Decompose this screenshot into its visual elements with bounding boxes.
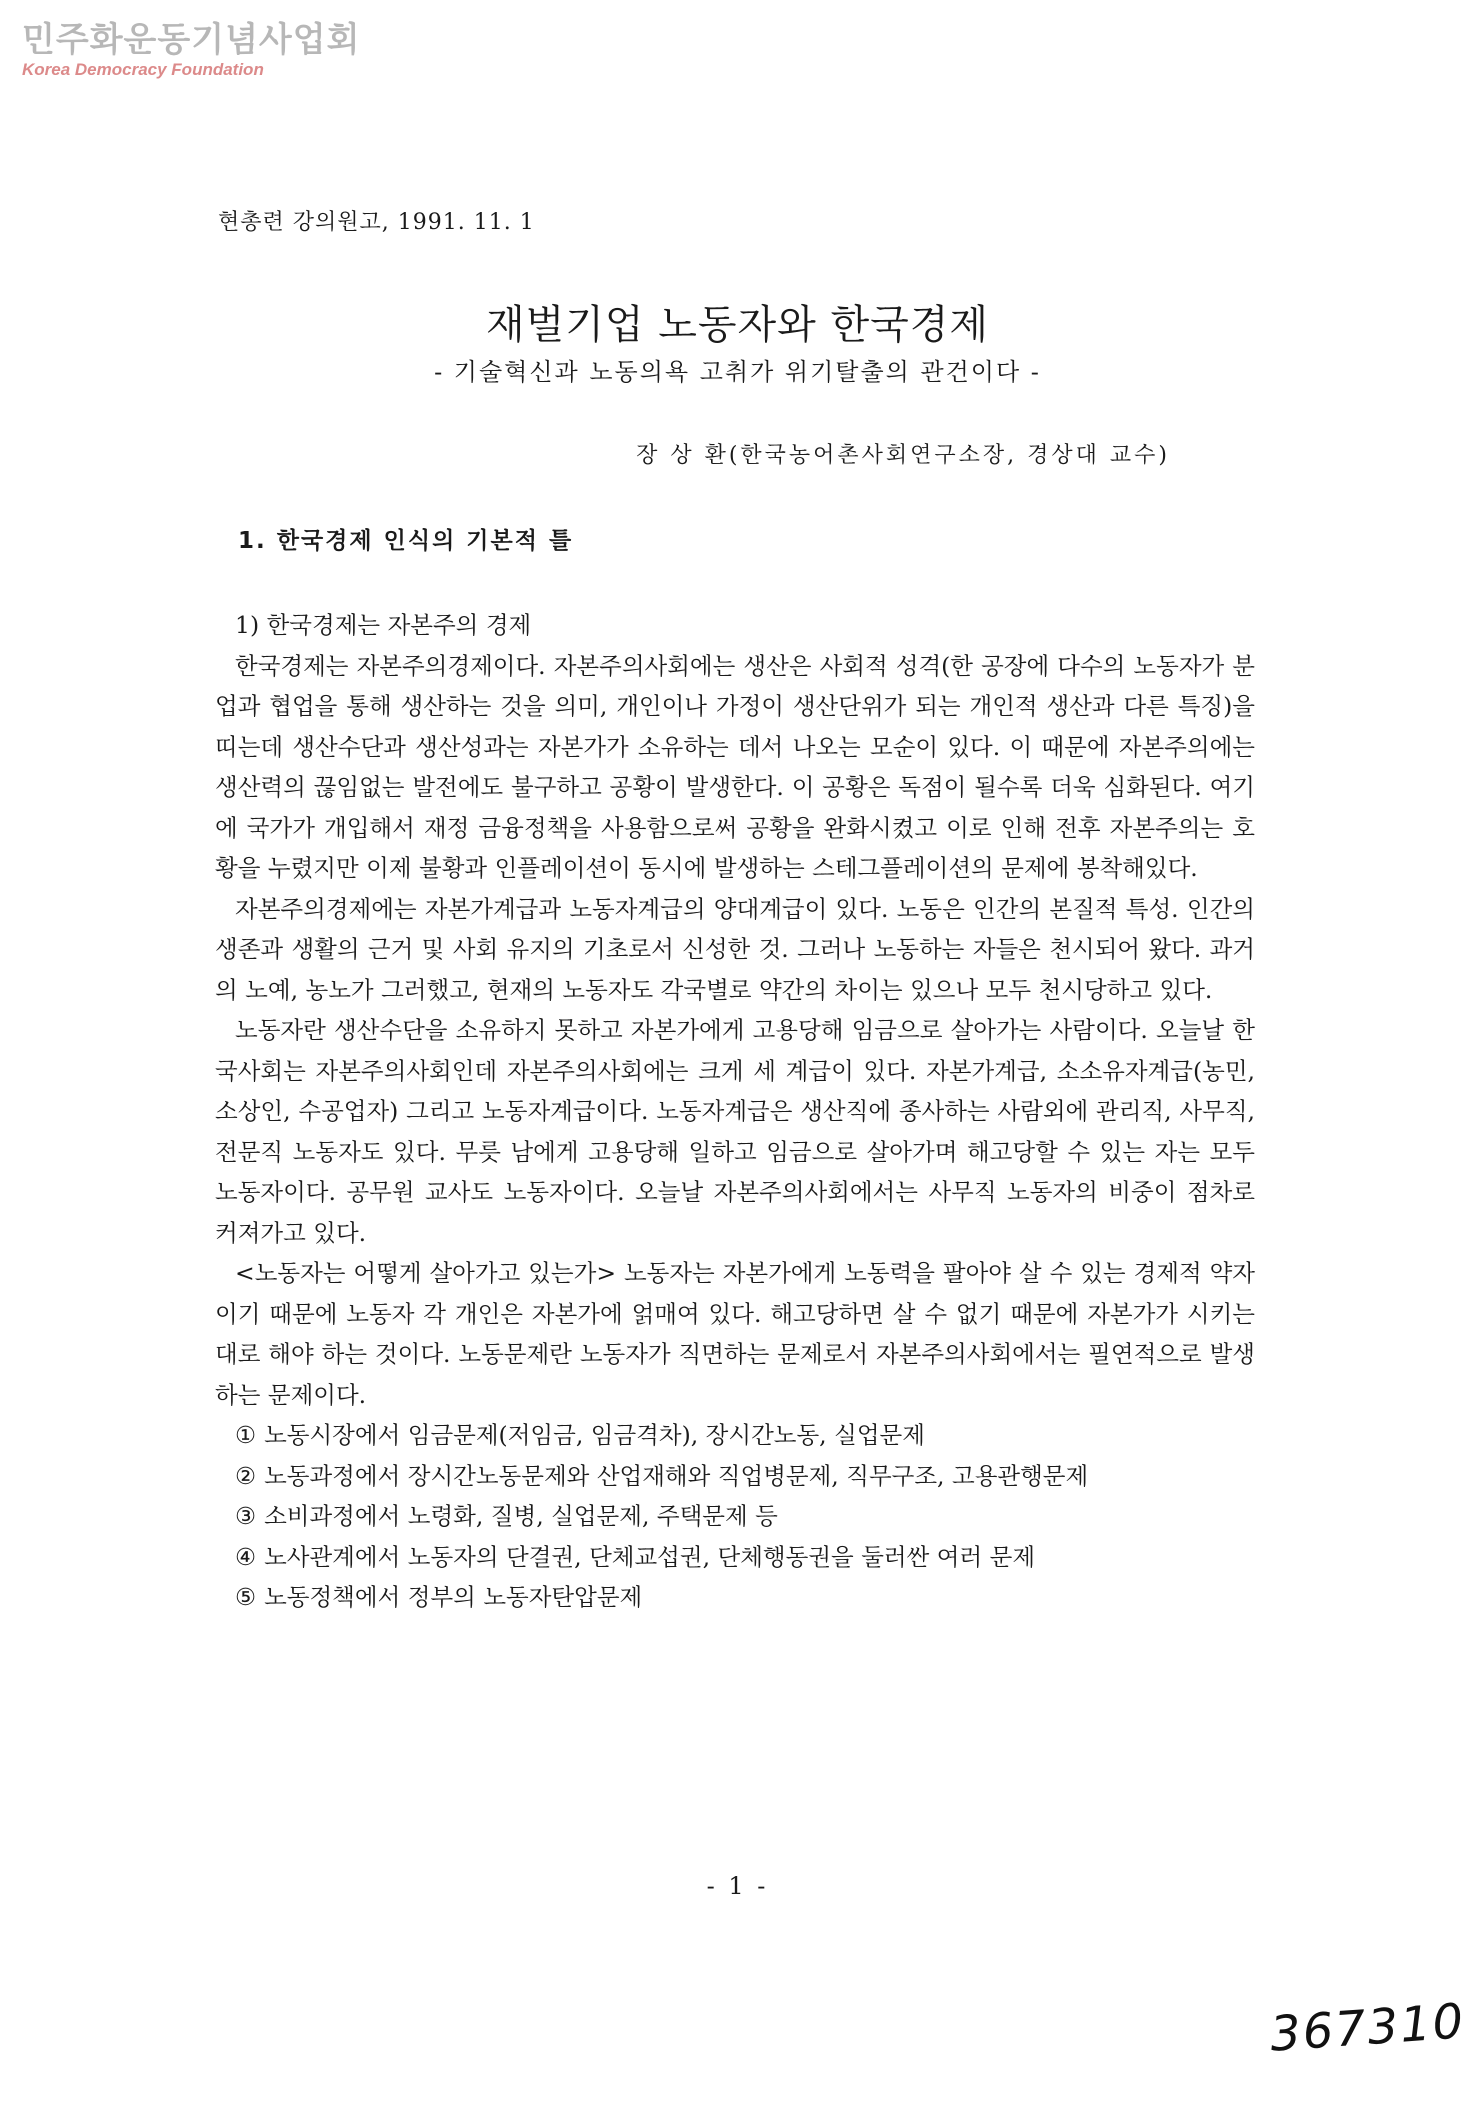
list-item: [215, 1415, 1255, 1456]
list-item: [215, 1496, 1255, 1537]
list-marker: ②: [235, 1461, 257, 1490]
list-item-text: 소비과정에서 노령화, 질병, 실업문제, 주택문제 등: [264, 1502, 778, 1530]
paragraph: 자본주의경제에는 자본가계급과 노동자계급의 양대계급이 있다. 노동은 인간의 본질적 특성. 인간의 생존과 생활의 근거 및 사회 유지의 기초로서 신성한 것. 그러나 노동하는 자들은 천시되어 왔다. 과거의 노예, 농노가 그러했고, 현재의 노동자도 각국별로 약간의 차이는 있으나 모두 천시당하고 있다.: [215, 894, 1255, 1004]
list-item-text: 노사관계에서 노동자의 단결권, 단체교섭권, 단체행동권을 둘러싼 여러 문제: [264, 1542, 1036, 1571]
list-item-text: 노동정책에서 정부의 노동자탄압문제: [264, 1583, 643, 1611]
list-item: [215, 1537, 1255, 1578]
watermark-english: Korea Democracy Foundation: [22, 60, 264, 79]
list-item-text: 노동시장에서 임금문제(저임금, 임금격차), 장시간노동, 실업문제: [264, 1421, 925, 1449]
list-marker: ④: [235, 1542, 257, 1571]
page-number: - 1 -: [706, 1872, 769, 1900]
watermark-logo: [22, 20, 360, 80]
labor-issues-list: [215, 1415, 1255, 1618]
paragraph: 노동자란 생산수단을 소유하지 못하고 자본가에게 고용당해 임금으로 살아가는 사람이다. 오늘날 한국사회는 자본주의사회인데 자본주의사회에는 크게 세 계급이 있다. 자본가계급, 소소유자계급(농민, 소상인, 수공업자) 그리고 노동자계급이다. 노동자계급은 생산직에 종사하는 사람외에 관리직, 사무직, 전문직 노동자도 있다. 무릇 남에게 고용당해 일하고 임금으로 살아가며 해고당할 수 있는 자는 모두 노동자이다. 공무원 교사도 노동자이다. 오늘날 자본주의사회에서는 사무직 노동자의 비중이 점차로 커져가고 있다.: [215, 1016, 1255, 1247]
list-item: [215, 1577, 1255, 1618]
document-title: 재벌기업 노동자와 한국경제: [485, 302, 990, 348]
handwritten-archive-number: 367310: [1268, 1993, 1467, 2063]
author-line: 장 상 환(한국농어촌사회연구소장, 경상대 교수): [636, 443, 1170, 468]
source-line: 현총련 강의원고, 1991. 11. 1: [218, 210, 535, 235]
document-subtitle: - 기술혁신과 노동의욕 고취가 위기탈출의 관건이다 -: [434, 358, 1041, 386]
watermark-korean: 민주화운동기념사업회: [22, 20, 361, 60]
list-marker: ③: [235, 1502, 257, 1530]
list-marker: ①: [235, 1421, 257, 1449]
body-text: [215, 605, 1255, 1618]
list-marker: ⑤: [235, 1583, 257, 1611]
paragraph: <노동자는 어떻게 살아가고 있는가> 노동자는 자본가에게 노동력을 팔아야 살 수 있는 경제적 약자이기 때문에 노동자 각 개인은 자본가에 얽매여 있다. 해고당하면 살 수 없기 때문에 자본가가 시키는 대로 해야 하는 것이다. 노동문제란 노동자가 직면하는 문제로서 자본주의사회에서는 필연적으로 발생하는 문제이다.: [215, 1259, 1255, 1409]
section-heading: 1. 한국경제 인식의 기본적 틀: [238, 528, 574, 554]
subsection-heading: 1) 한국경제는 자본주의 경제: [235, 611, 532, 639]
list-item-text: 노동과정에서 장시간노동문제와 산업재해와 직업병문제, 직무구조, 고용관행문제: [264, 1461, 1089, 1490]
list-item: [215, 1456, 1255, 1497]
paragraph: 한국경제는 자본주의경제이다. 자본주의사회에는 생산은 사회적 성격(한 공장에 다수의 노동자가 분업과 협업을 통해 생산하는 것을 의미, 개인이나 가정이 생산단위가 되는 개인적 생산과 다른 특징)을 띠는데 생산수단과 생산성과는 자본가가 소유하는 데서 나오는 모순이 있다. 이 때문에 자본주의에는 생산력의 끊임없는 발전에도 불구하고 공황이 발생한다. 이 공황은 독점이 될수록 더욱 심화된다. 여기에 국가가 개입해서 재정 금융정책을 사용함으로써 공황을 완화시켰고 이로 인해 전후 자본주의는 호황을 누렸지만 이제 불황과 인플레이션이 동시에 발생하는 스테그플레이션의 문제에 봉착해있다.: [215, 651, 1255, 882]
